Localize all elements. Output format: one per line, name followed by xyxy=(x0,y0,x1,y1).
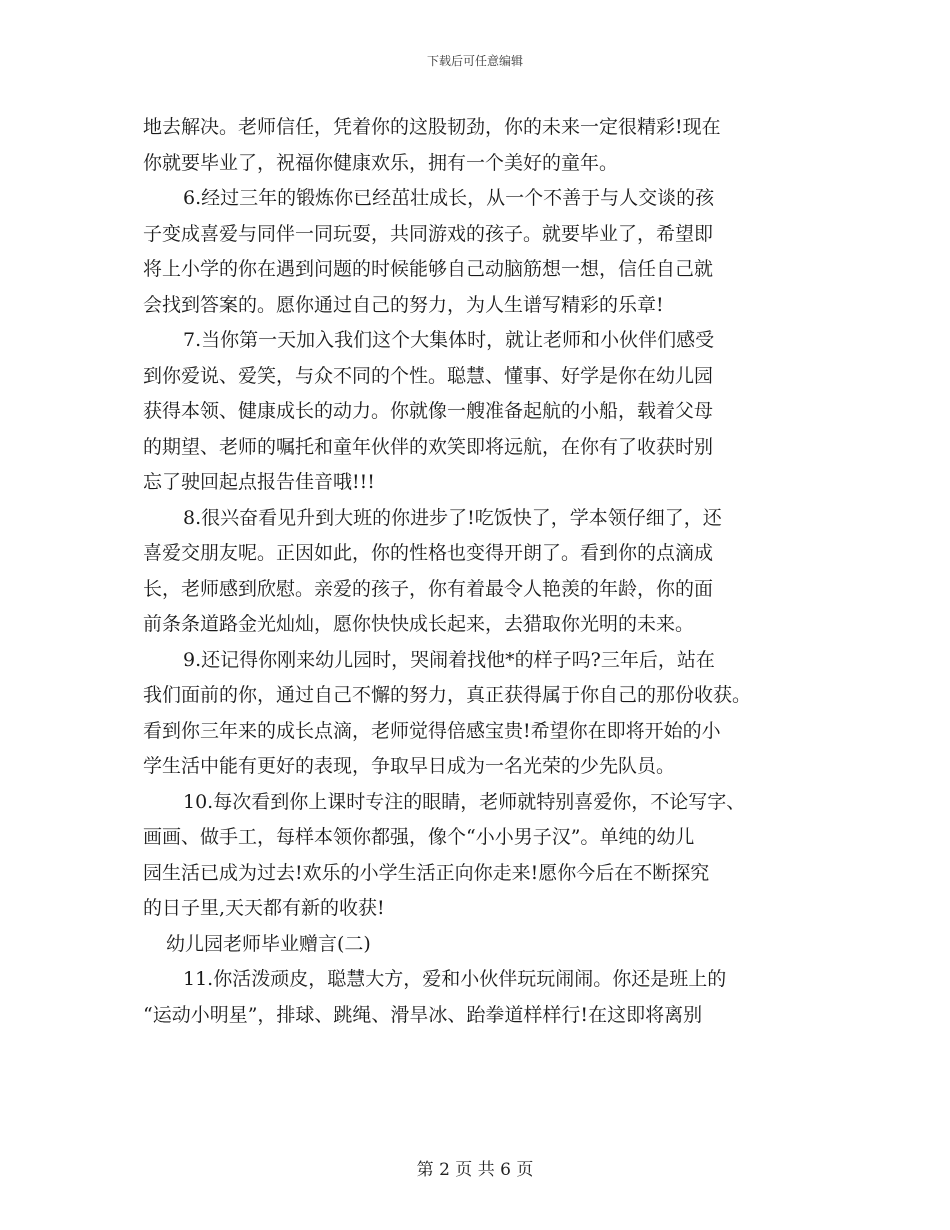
text-line: 的期望、老师的嘱托和童年伙伴的欢笑即将远航，在你有了收获时别 xyxy=(143,435,714,458)
text-line: 长，老师感到欣慰。亲爱的孩子，你有着最令人艳羡的年龄，你的面 xyxy=(143,577,714,600)
text-line: 看到你三年来的成长点滴，老师觉得倍感宝贵!希望你在即将开始的小 xyxy=(143,719,721,742)
text-line: 画画、做手工，每样本领你都强，像个“小小男子汉”。单纯的幼儿 xyxy=(143,826,695,848)
text-line: 我们面前的你，通过自己不懈的努力，真正获得属于你自己的那份收获。 xyxy=(143,684,752,706)
text-line: 到你爱说、爱笑，与众不同的个性。聪慧、懂事、好学是你在幼儿园 xyxy=(143,364,714,387)
text-line: 子变成喜爱与同伴一同玩耍，共同游戏的孩子。就要毕业了，希望即 xyxy=(143,222,714,245)
text-line: 你就要毕业了，祝福你健康欢乐，拥有一个美好的童年。 xyxy=(143,151,619,174)
paragraph-start: 11.你活泼顽皮，聪慧大方，爱和小伙伴玩玩闹闹。你还是班上的 xyxy=(183,968,727,990)
paragraph-start: 8.很兴奋看见升到大班的你进步了!吃饭快了，学本领仔细了，还 xyxy=(183,506,722,529)
paragraph-start: 10.每次看到你上课时专注的眼睛，老师就特别喜爱你，不论写字、 xyxy=(183,790,746,813)
text-line: 的日子里,天天都有新的收获! xyxy=(143,897,385,919)
text-line: 获得本领、健康成长的动力。你就像一艘准备起航的小船，载着父母 xyxy=(143,400,714,422)
paragraph-start: 7.当你第一天加入我们这个大集体时，就让老师和小伙伴们感受 xyxy=(183,329,715,351)
text-line: 将上小学的你在遇到问题的时候能够自己动脑筋想一想，信任自己就 xyxy=(143,258,714,280)
text-line: 喜爱交朋友呢。正因如此，你的性格也变得开朗了。看到你的点滴成 xyxy=(143,542,714,564)
text-line: 忘了驶回起点报告佳音哦!!! xyxy=(143,471,375,493)
text-line: 学生活中能有更好的表现，争取早日成为一名光荣的少先队员。 xyxy=(143,755,676,777)
section-heading: 幼儿园老师毕业赠言(二) xyxy=(166,932,371,955)
text-line: 前条条道路金光灿灿，愿你快快成长起来，去猎取你光明的未来。 xyxy=(143,613,695,635)
text-line: 地去解决。老师信任，凭着你的这股韧劲，你的未来一定很精彩!现在 xyxy=(143,116,721,138)
text-line: 园生活已成为过去!欢乐的小学生活正向你走来!愿你今后在不断探究 xyxy=(143,861,710,884)
paragraph-start: 6.经过三年的锻炼你已经茁壮成长，从一个不善于与人交谈的孩 xyxy=(183,187,715,209)
page-header: 下载后可任意编辑 xyxy=(426,54,523,68)
document-body xyxy=(143,110,813,1033)
paragraph-start: 9.还记得你刚来幼儿园时，哭闹着找他*的样子吗?三年后，站在 xyxy=(183,648,715,671)
page-footer: 第 2 页 共 6 页 xyxy=(416,1160,534,1180)
text-line: “运动小明星”，排球、跳绳、滑旱冰、跆拳道样样行!在这即将离别 xyxy=(143,1003,703,1026)
text-line: 会找到答案的。愿你通过自己的努力，为人生谱写精彩的乐章! xyxy=(143,293,664,316)
